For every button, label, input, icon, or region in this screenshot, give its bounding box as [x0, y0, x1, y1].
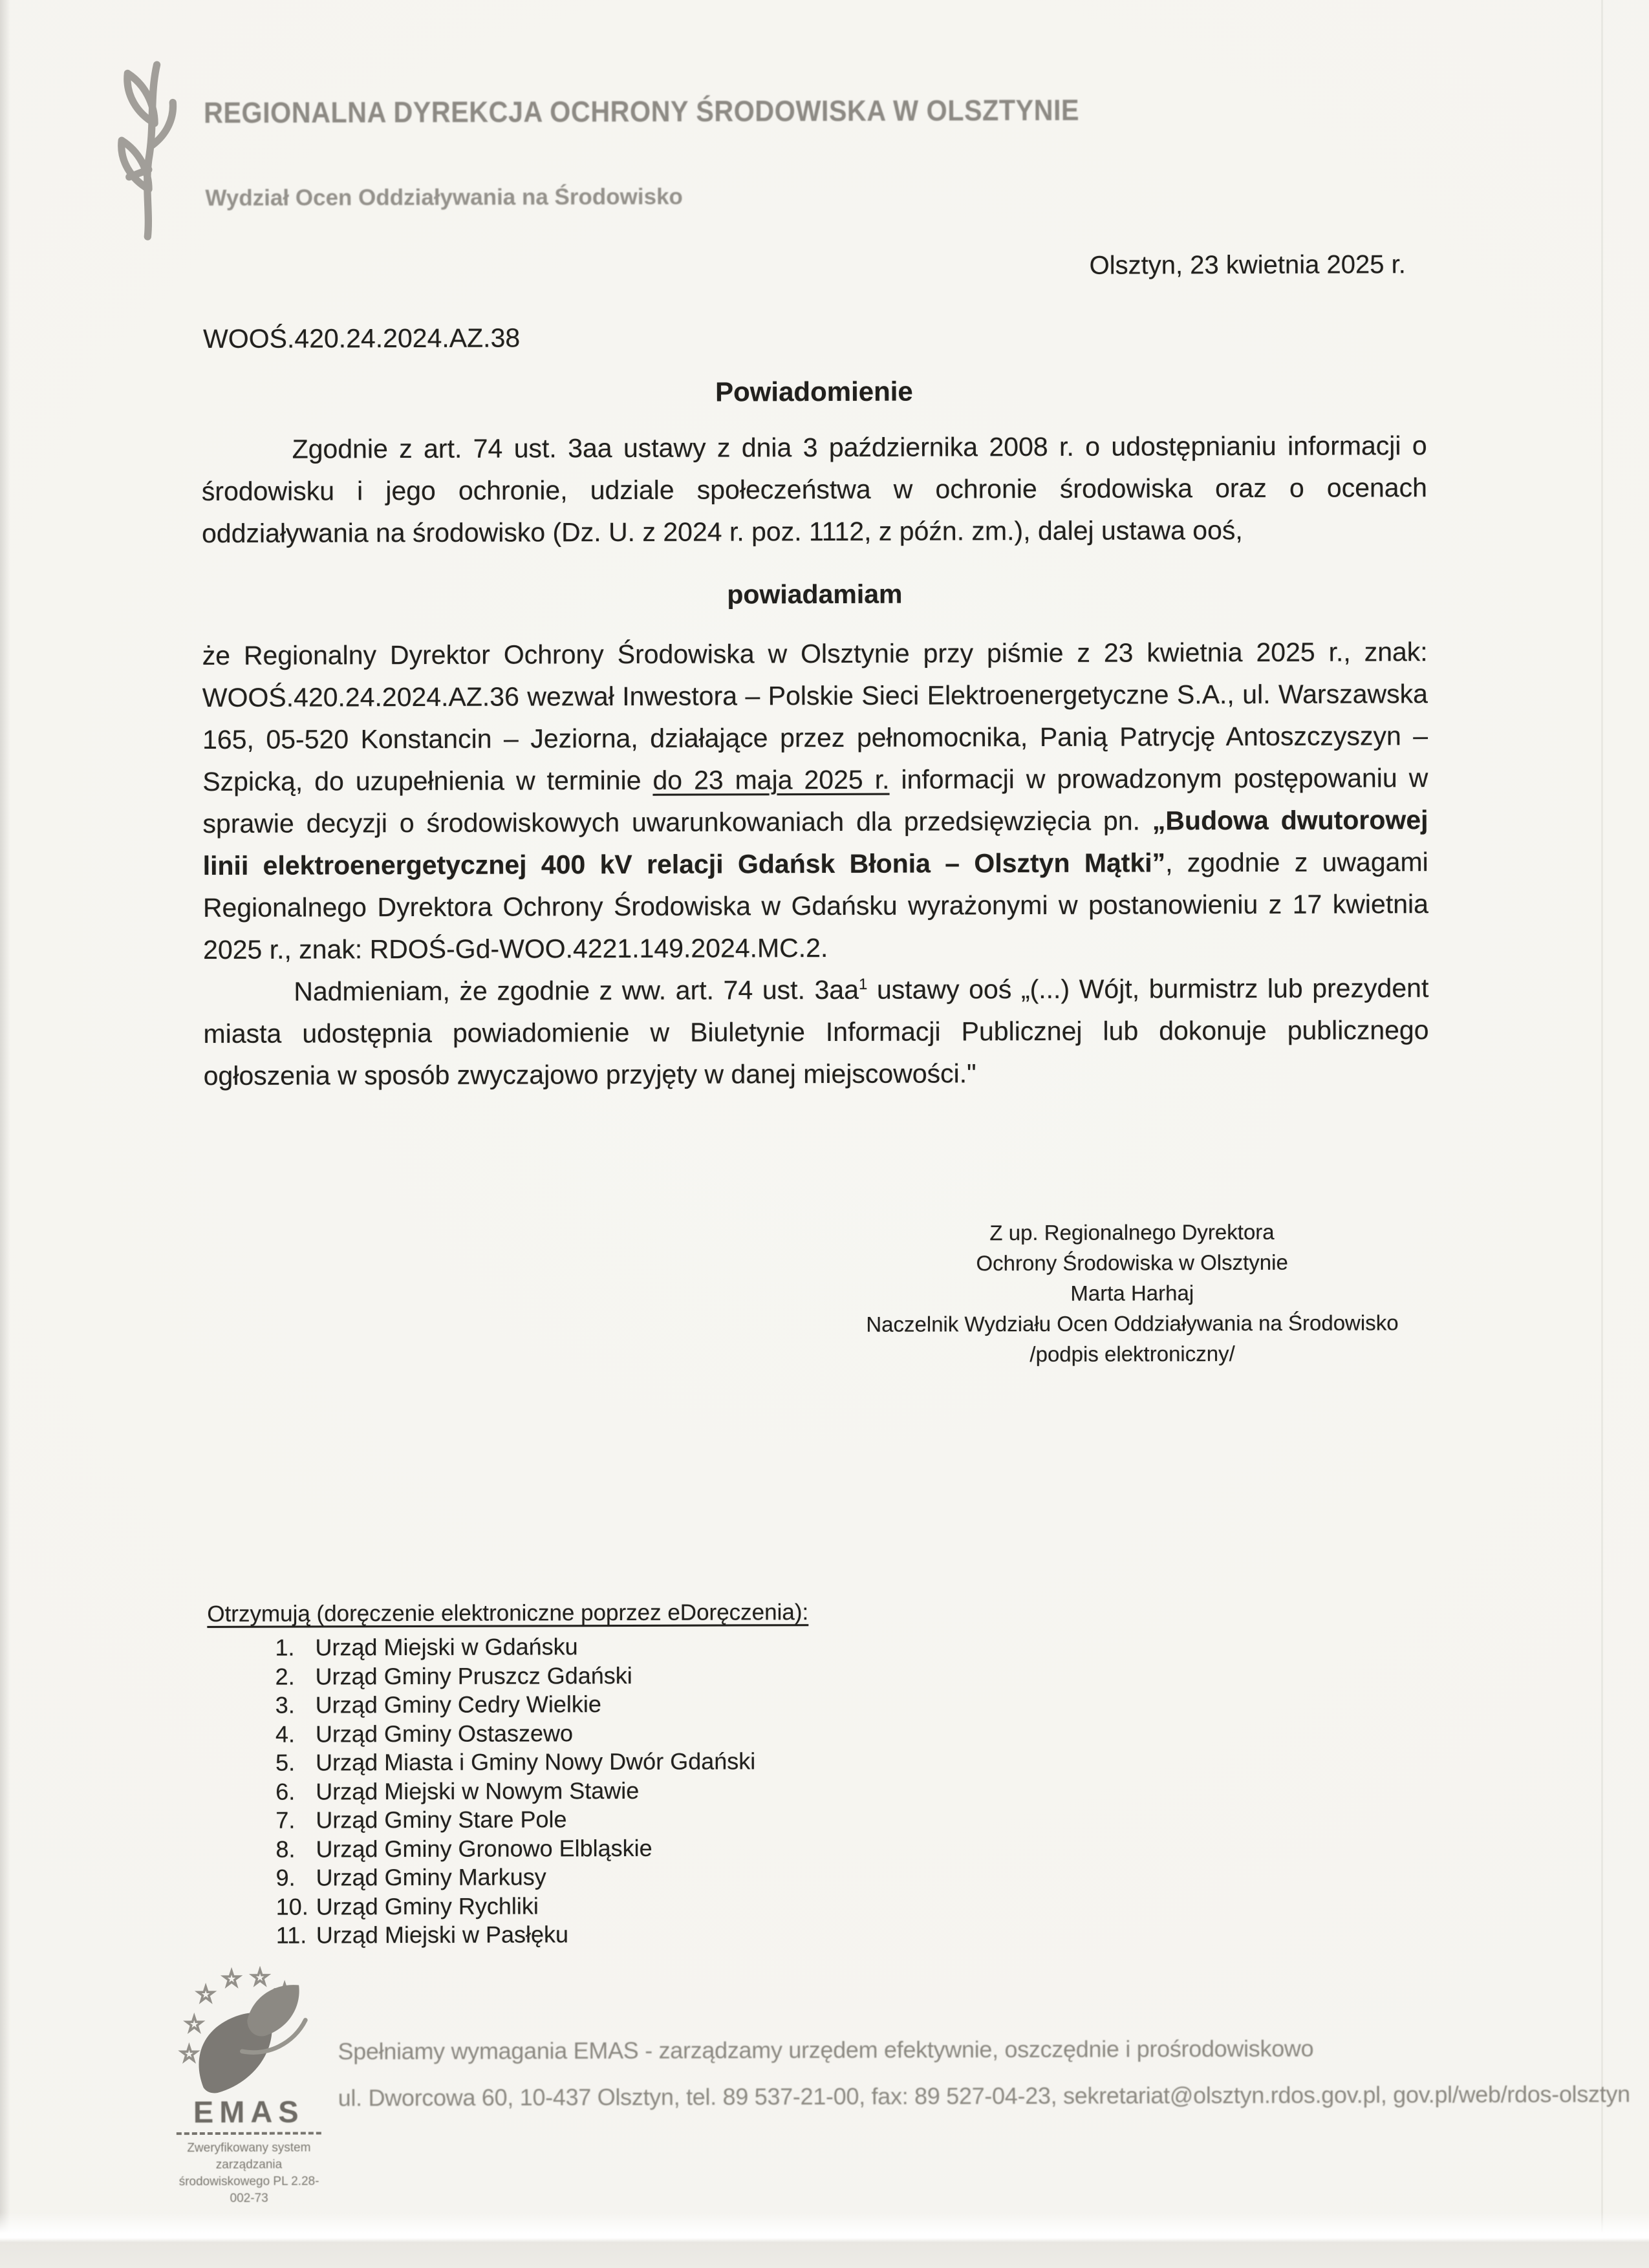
recipients-list [207, 1632, 809, 1950]
deadline-underlined: do 23 maja 2025 r. [652, 764, 890, 795]
signature-authority-line1: Z up. Regionalnego Dyrektora [989, 1219, 1275, 1245]
reference-number: WOOŚ.420.24.2024.AZ.38 [203, 323, 521, 354]
signatory-title: Naczelnik Wydziału Ocen Oddziaływania na Środowisko [866, 1311, 1399, 1336]
signatory-name: Marta Harhaj [1070, 1281, 1194, 1305]
recipient-item: Urząd Miejski w Pasłęku [316, 1921, 569, 1949]
org-name: REGIONALNA DYREKCJA OCHRONY ŚRODOWISKA W OLSZTYNIE [203, 93, 1080, 130]
recipient-item: Urząd Miejski w Nowym Stawie [316, 1777, 640, 1804]
plant-sketch-logo-icon [112, 55, 198, 242]
recipient-item: Urząd Gminy Pruszcz Gdański [315, 1662, 632, 1689]
notification-text-3: , zgodnie z uwagami Regionalnego Dyrektora Ochrony Środowiska w Gdańsku wyrażonymi w postanowieniu z 17 kwietnia 2025 r., znak: RDOŚ-Gd-WOO.4221.149.2024.MC.2. [202, 847, 1428, 965]
project-name-bold: „Budowa dwutorowej linii elektroenergetycznej 400 kV relacji Gdańsk Błonia – Olsztyn Mątki” [202, 805, 1428, 881]
note-text-1: Nadmieniam, że zgodnie z ww. art. 74 ust. 3aa [294, 974, 859, 1007]
emas-registration-text: Zweryfikowany system zarządzania środowiskowego PL 2.28-002-73 [178, 2141, 319, 2205]
recipient-item: Urząd Gminy Ostaszewo [315, 1719, 574, 1747]
paragraph-note [203, 967, 1429, 1097]
paragraph-notification [202, 631, 1429, 971]
recipient-item: Urząd Gminy Gronowo Elbląskie [316, 1834, 652, 1862]
electronic-signature-note: /podpis elektroniczny/ [1029, 1342, 1235, 1367]
recipient-item: Urząd Gminy Markusy [316, 1863, 546, 1891]
emas-logo-block [175, 1965, 323, 2207]
recipient-item: Urząd Gminy Stare Pole [316, 1806, 567, 1834]
emas-dashed-rule [177, 2132, 321, 2135]
recipient-item: Urząd Miasta i Gminy Nowy Dwór Gdański [315, 1748, 756, 1776]
emas-label: EMAS [193, 2094, 305, 2130]
recipients-heading: Otrzymują (doręczenie elektroniczne poprzez eDoręczenia): [207, 1599, 809, 1627]
signature-block [718, 1215, 1546, 1370]
emas-stars-leaf-icon [177, 1965, 320, 2099]
paragraph-legal-basis: Zgodnie z art. 74 ust. 3aa ustawy z dnia 3 października 2008 r. o udostępnianiu informacji o środowisku i jego ochronie, udziale społeczeństwa w ochronie środowiska oraz o ocenach oddziaływania na środowisko (Dz. U. z 2024 r. poz. 1112, z późn. zm.), dalej ustawa ooś, [201, 431, 1427, 549]
footnote-marker: 1 [858, 976, 868, 994]
note-text-2: ustawy ooś „(...) Wójt, burmistrz lub prezydent miasta udostępnia powiadomienie w Biuletynie Informacji Publicznej lub dokonuje publicznego ogłoszenia w sposób zwyczajowo przyjęty w danej miejscowości." [203, 973, 1429, 1091]
scan-bottom-edge [0, 2212, 1649, 2268]
document-title: Powiadomienie [715, 376, 913, 407]
letter-body [202, 425, 1429, 1097]
footer-address: ul. Dworcowa 60, 10-437 Olsztyn, tel. 89 537-21-00, fax: 89 527-04-23, sekretariat@olsztyn.rdos.gov.pl, gov.pl/web/rdos-olsztyn [338, 2081, 1630, 2112]
notification-text-2: informacji w prowadzonym postępowaniu w sprawie decyzji o środowiskowych uwarunkowaniach dla przedsięwzięcia pn. [202, 763, 1428, 839]
department-name: Wydział Ocen Oddziaływania na Środowisko [205, 184, 683, 211]
signature-authority-line2: Ochrony Środowiska w Olsztynie [976, 1250, 1288, 1276]
footer-motto: Spełniamy wymagania EMAS - zarządzamy urzędem efektywnie, oszczędnie i prośrodowiskowo [338, 2035, 1314, 2065]
notification-text-1: że Regionalny Dyrektor Ochrony Środowiska w Olsztynie przy piśmie z 23 kwietnia 2025 r., znak: WOOŚ.420.24.2024.AZ.36 wezwał Inwestora – Polskie Sieci Elektroenergetyczne S.A., ul. Warszawska 165, 05-520 Konstancin – Jeziorna, działające przez pełnomocnika, Panią Patrycję Antoszczyszyn – Szpicką, do uzupełnienia w terminie [202, 637, 1428, 797]
recipients-section [207, 1599, 810, 1950]
recipient-item: Urząd Gminy Rychliki [316, 1892, 539, 1920]
recipient-item: Urząd Miejski w Gdańsku [315, 1633, 578, 1661]
dateline: Olsztyn, 23 kwietnia 2025 r. [1089, 250, 1406, 280]
mid-heading-powiadamiam: powiadamiam [727, 579, 903, 610]
recipient-item: Urząd Gminy Cedry Wielkie [315, 1691, 601, 1718]
